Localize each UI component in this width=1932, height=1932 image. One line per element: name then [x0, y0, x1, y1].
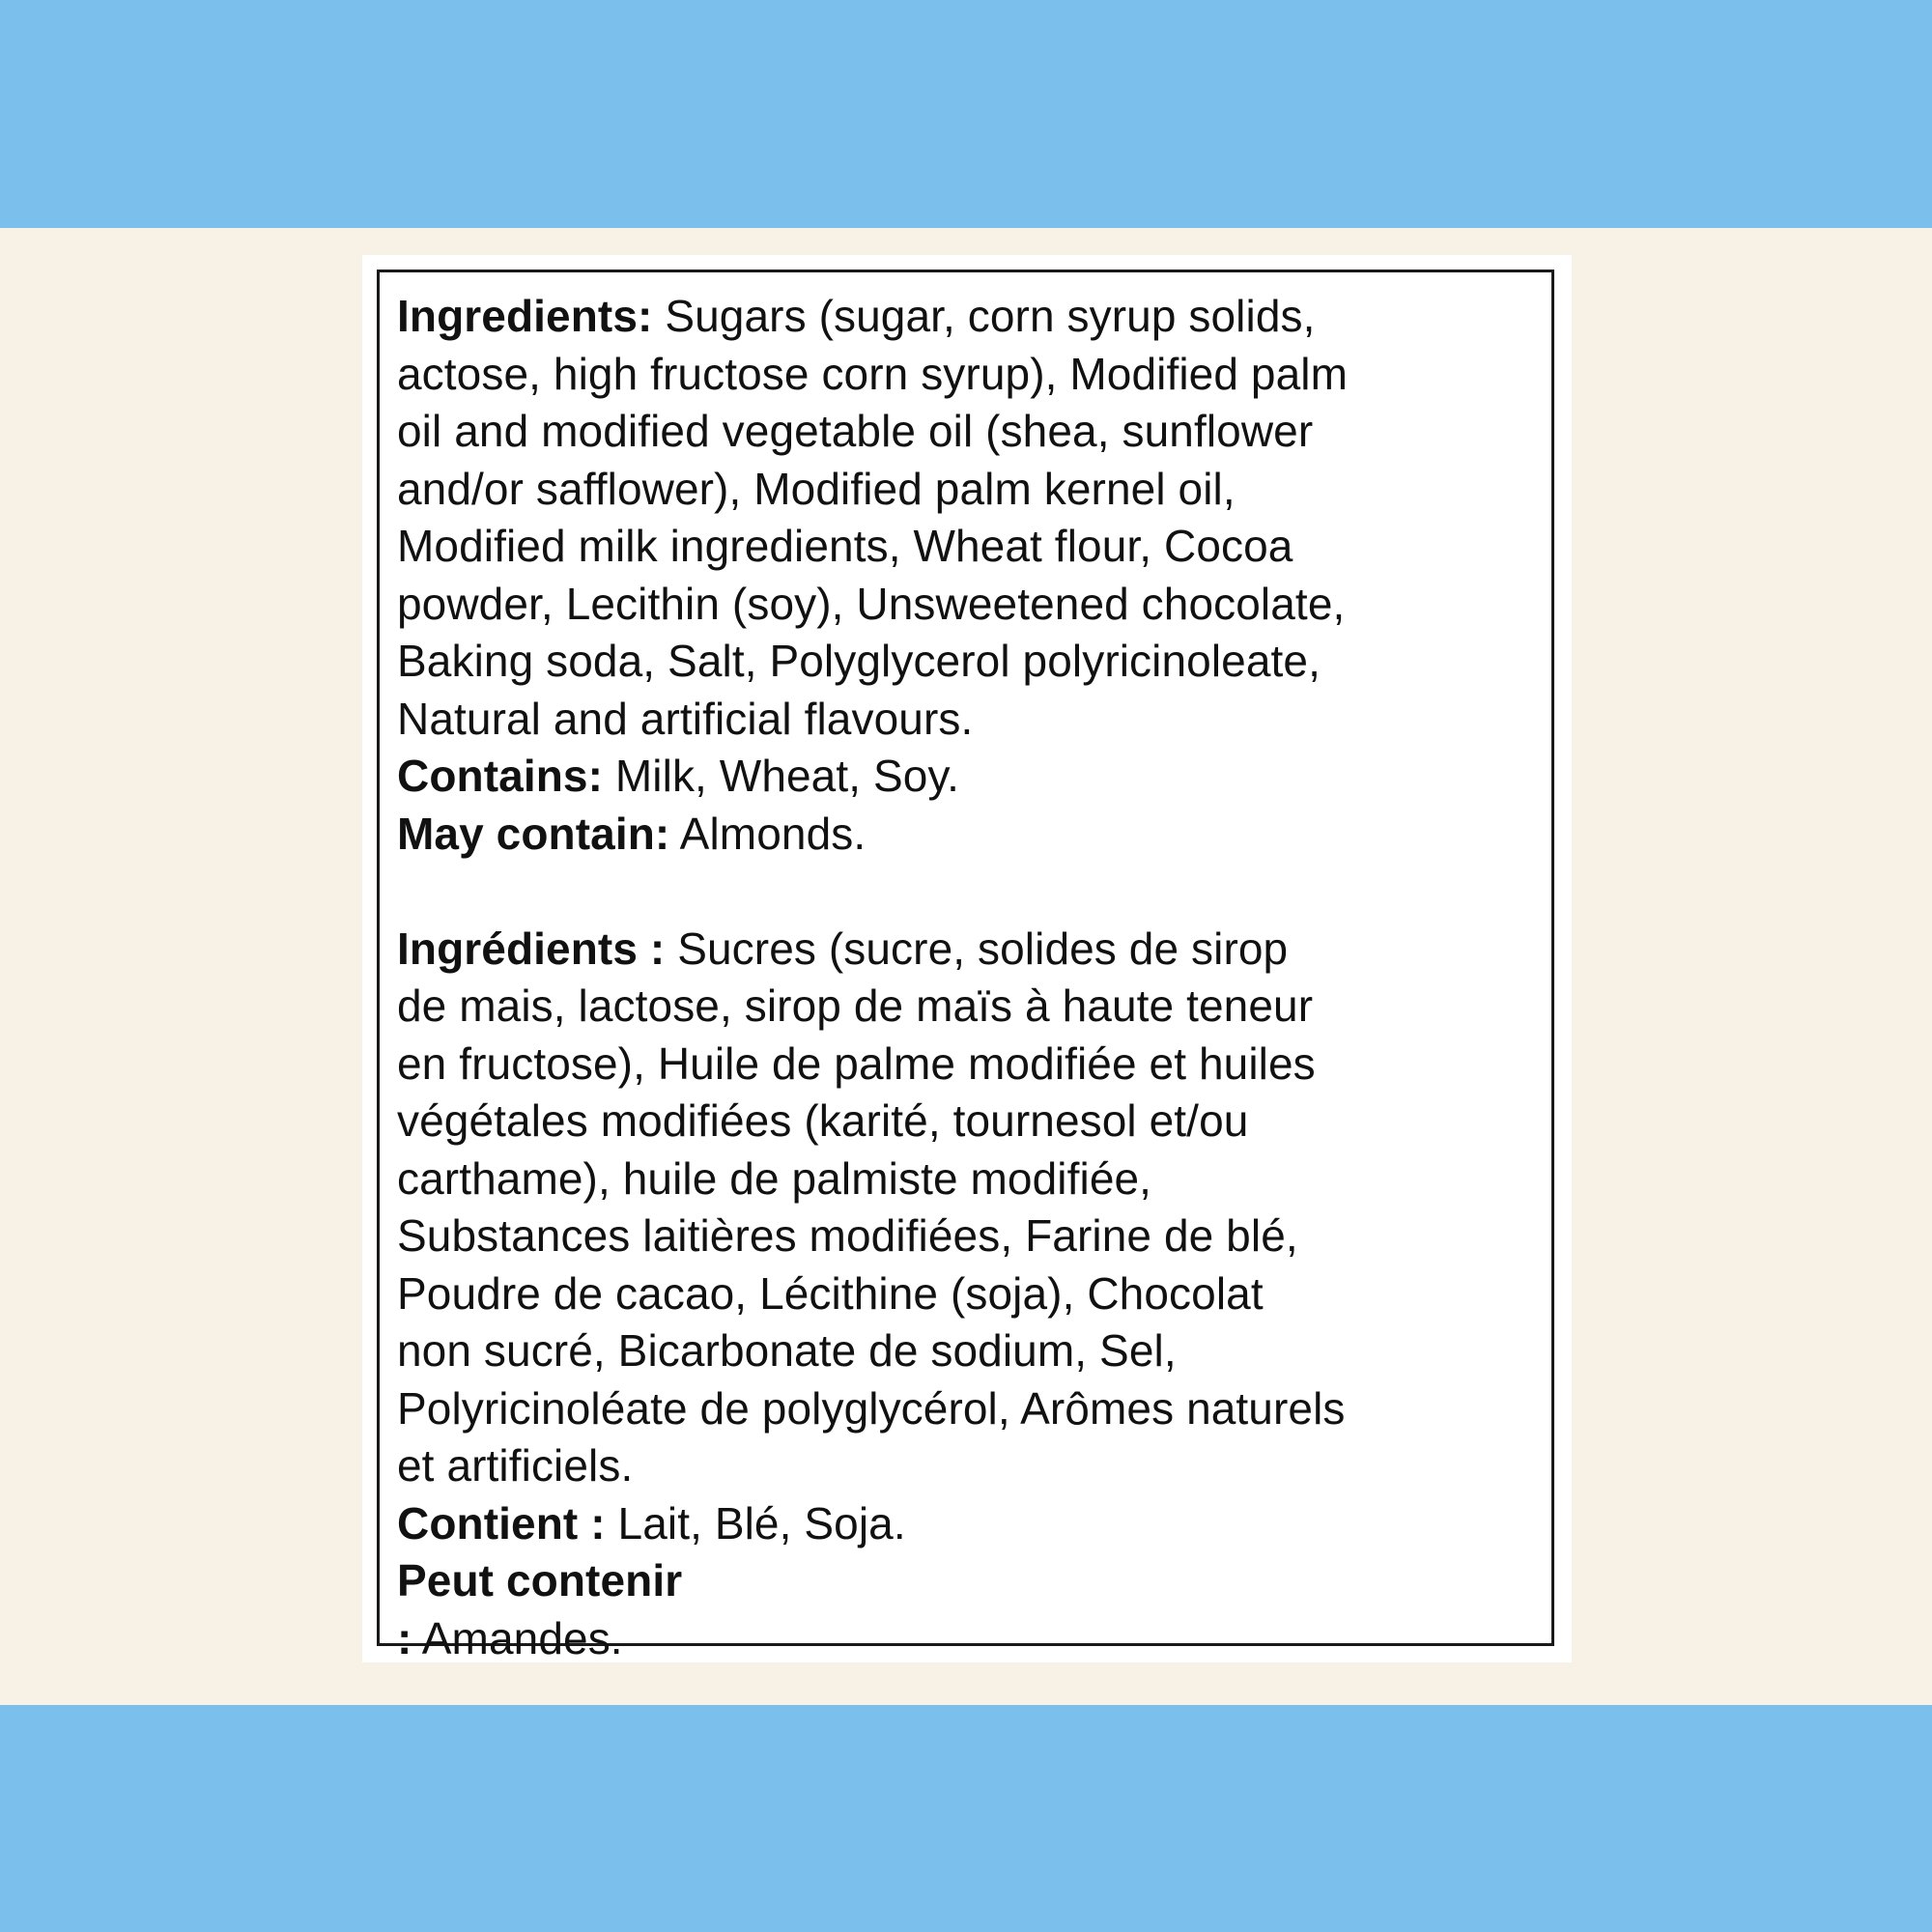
english-ingredients-line-4: and/or safflower), Modified palm kernel oil,: [397, 463, 1236, 514]
english-may-contain-text: Almonds.: [669, 808, 867, 859]
english-ingredients-line-6: powder, Lecithin (soy), Unsweetened chocolate,: [397, 578, 1346, 629]
ingredients-label-box: [377, 270, 1554, 1663]
french-may-contain-heading-line: [397, 1552, 1532, 1610]
english-ingredients-line-5: Modified milk ingredients, Wheat flour, Cocoa: [397, 521, 1293, 571]
french-ingredients-line-4: végétales modifiées (karité, tournesol et/ou: [397, 1095, 1249, 1146]
french-may-contain-text-line: [397, 1610, 1532, 1668]
english-contains-text: Milk, Wheat, Soy.: [603, 751, 960, 801]
french-ingredients-line-9: Polyricinoléate de polyglycérol, Arômes naturels: [397, 1382, 1346, 1434]
french-contains-heading: Contient :: [397, 1497, 606, 1548]
english-ingredients-text: Sugars (sugar, corn syrup solids,: [652, 291, 1316, 341]
french-ingredients-line-7: Poudre de cacao, Lécithine (soja), Chocolat: [397, 1267, 1264, 1319]
section-spacer: [397, 863, 1532, 921]
french-ingredients-line-6: Substances laitières modifiées, Farine de blé,: [397, 1210, 1298, 1261]
english-contains-line: [397, 748, 1532, 806]
english-ingredients-line-2: actose, high fructose corn syrup), Modified palm: [397, 348, 1349, 399]
french-may-contain-text: Amandes.: [412, 1612, 623, 1663]
top-blue-band: [0, 0, 1932, 228]
french-contains-text: Lait, Blé, Soja.: [605, 1497, 906, 1548]
french-contains-line: [397, 1495, 1532, 1553]
french-ingredients-line-3: en fructose), Huile de palme modifiée et huiles: [397, 1037, 1316, 1089]
french-ingredients-line-5: carthame), huile de palmiste modifiée,: [397, 1152, 1152, 1204]
french-ingredients-line-1: [397, 921, 1532, 979]
french-ingredients-line-2: de mais, lactose, sirop de maïs à haute teneur: [397, 980, 1314, 1031]
french-ingredients-line-8: non sucré, Bicarbonate de sodium, Sel,: [397, 1325, 1177, 1376]
english-ingredients-line-7: Baking soda, Salt, Polyglycerol polyricinoleate,: [397, 636, 1321, 686]
french-ingredients-text: Sucres (sucre, solides de sirop: [665, 923, 1289, 974]
english-ingredients-line-3: oil and modified vegetable oil (shea, sunflower: [397, 406, 1314, 456]
bottom-blue-band: [0, 1705, 1932, 1932]
english-section: [397, 288, 1532, 863]
english-ingredients-line-1: [397, 288, 1532, 346]
english-ingredients-heading: Ingredients:: [397, 291, 653, 341]
french-ingredients-line-10: et artificiels.: [397, 1440, 634, 1491]
english-may-contain-line: [397, 806, 1532, 864]
french-may-contain-colon: :: [397, 1612, 412, 1663]
french-section: [397, 921, 1532, 1668]
english-contains-heading: Contains:: [397, 751, 603, 801]
french-may-contain-heading: Peut contenir: [397, 1555, 683, 1605]
french-ingredients-heading: Ingrédients :: [397, 923, 666, 974]
english-may-contain-heading: May contain:: [397, 808, 670, 859]
english-ingredients-line-8: Natural and artificial flavours.: [397, 693, 974, 744]
